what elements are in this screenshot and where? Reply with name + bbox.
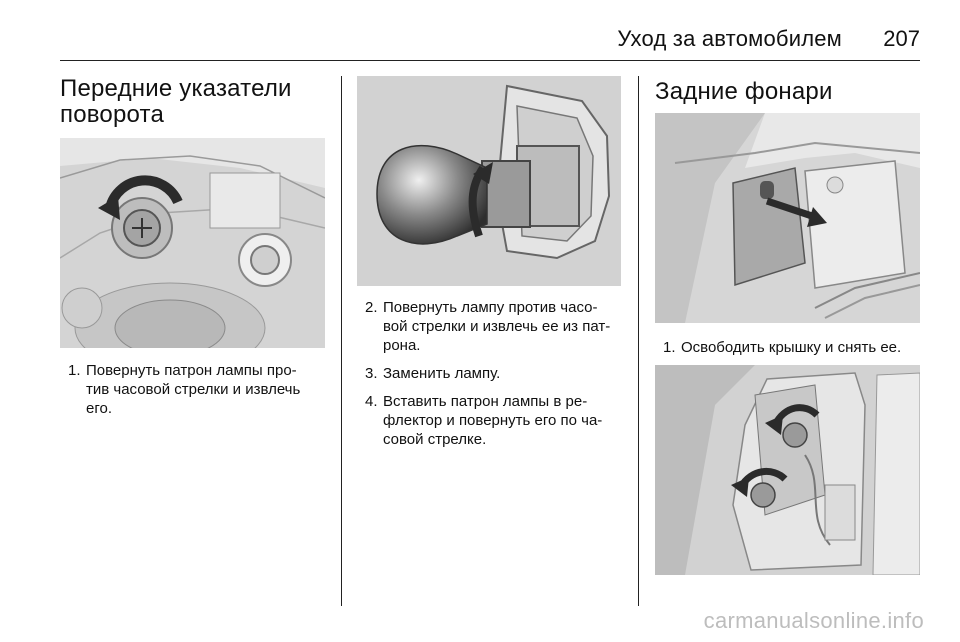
steps-rear-lights xyxy=(655,338,920,357)
page-number: 207 xyxy=(883,26,920,51)
headlamp-socket-figure xyxy=(60,138,325,348)
rear-lamp-sockets-figure xyxy=(655,365,920,575)
column-front-turn-signals xyxy=(60,76,325,418)
bulb-illustration xyxy=(357,76,621,286)
column-rear-lights xyxy=(655,76,920,575)
section-heading-rear-lights: Задние фонари xyxy=(655,78,833,105)
step-line: вой стрелки и извлечь ее из пат- xyxy=(383,318,611,335)
page-title: Уход за автомобилем xyxy=(617,26,842,51)
watermark: carmanualsonline.info xyxy=(703,608,924,633)
step-line: его. xyxy=(86,400,112,417)
section-heading-line: поворота xyxy=(60,101,165,128)
step-number: 4. xyxy=(365,393,378,410)
page-header xyxy=(60,14,920,61)
column-divider xyxy=(638,76,639,606)
trunk-cover-figure xyxy=(655,113,920,323)
step-item xyxy=(357,364,621,383)
steps-front-turn-signals xyxy=(60,361,325,418)
step-line: флектор и повернуть его по ча- xyxy=(383,412,603,429)
step-line: тив часовой стрелки и извлечь xyxy=(86,381,301,398)
step-item xyxy=(655,338,920,357)
step-item xyxy=(357,392,621,449)
step-item xyxy=(357,298,621,355)
step-line: Освободить крышку и снять ее. xyxy=(681,339,902,356)
steps-bulb-replacement xyxy=(357,298,621,449)
section-heading-line: Передние указатели xyxy=(60,75,292,102)
step-line: Повернуть патрон лампы про- xyxy=(86,362,297,379)
column-divider xyxy=(341,76,342,606)
step-number: 2. xyxy=(365,299,378,316)
bulb-figure xyxy=(357,76,621,286)
column-bulb-replacement xyxy=(357,76,621,449)
step-line: рона. xyxy=(383,337,421,354)
step-number: 1. xyxy=(68,362,81,379)
section-heading-front-turn-signals xyxy=(60,76,325,128)
step-line: совой стрелке. xyxy=(383,431,487,448)
step-line: Вставить патрон лампы в ре- xyxy=(383,393,588,410)
step-number: 1. xyxy=(663,339,676,356)
trunk-illustration xyxy=(655,113,920,323)
step-line: Повернуть лампу против часо- xyxy=(383,299,598,316)
step-item xyxy=(60,361,325,418)
step-line: Заменить лампу. xyxy=(383,365,501,382)
headlamp-illustration xyxy=(60,138,325,348)
rear-lamp-illustration xyxy=(655,365,920,575)
step-number: 3. xyxy=(365,365,378,382)
